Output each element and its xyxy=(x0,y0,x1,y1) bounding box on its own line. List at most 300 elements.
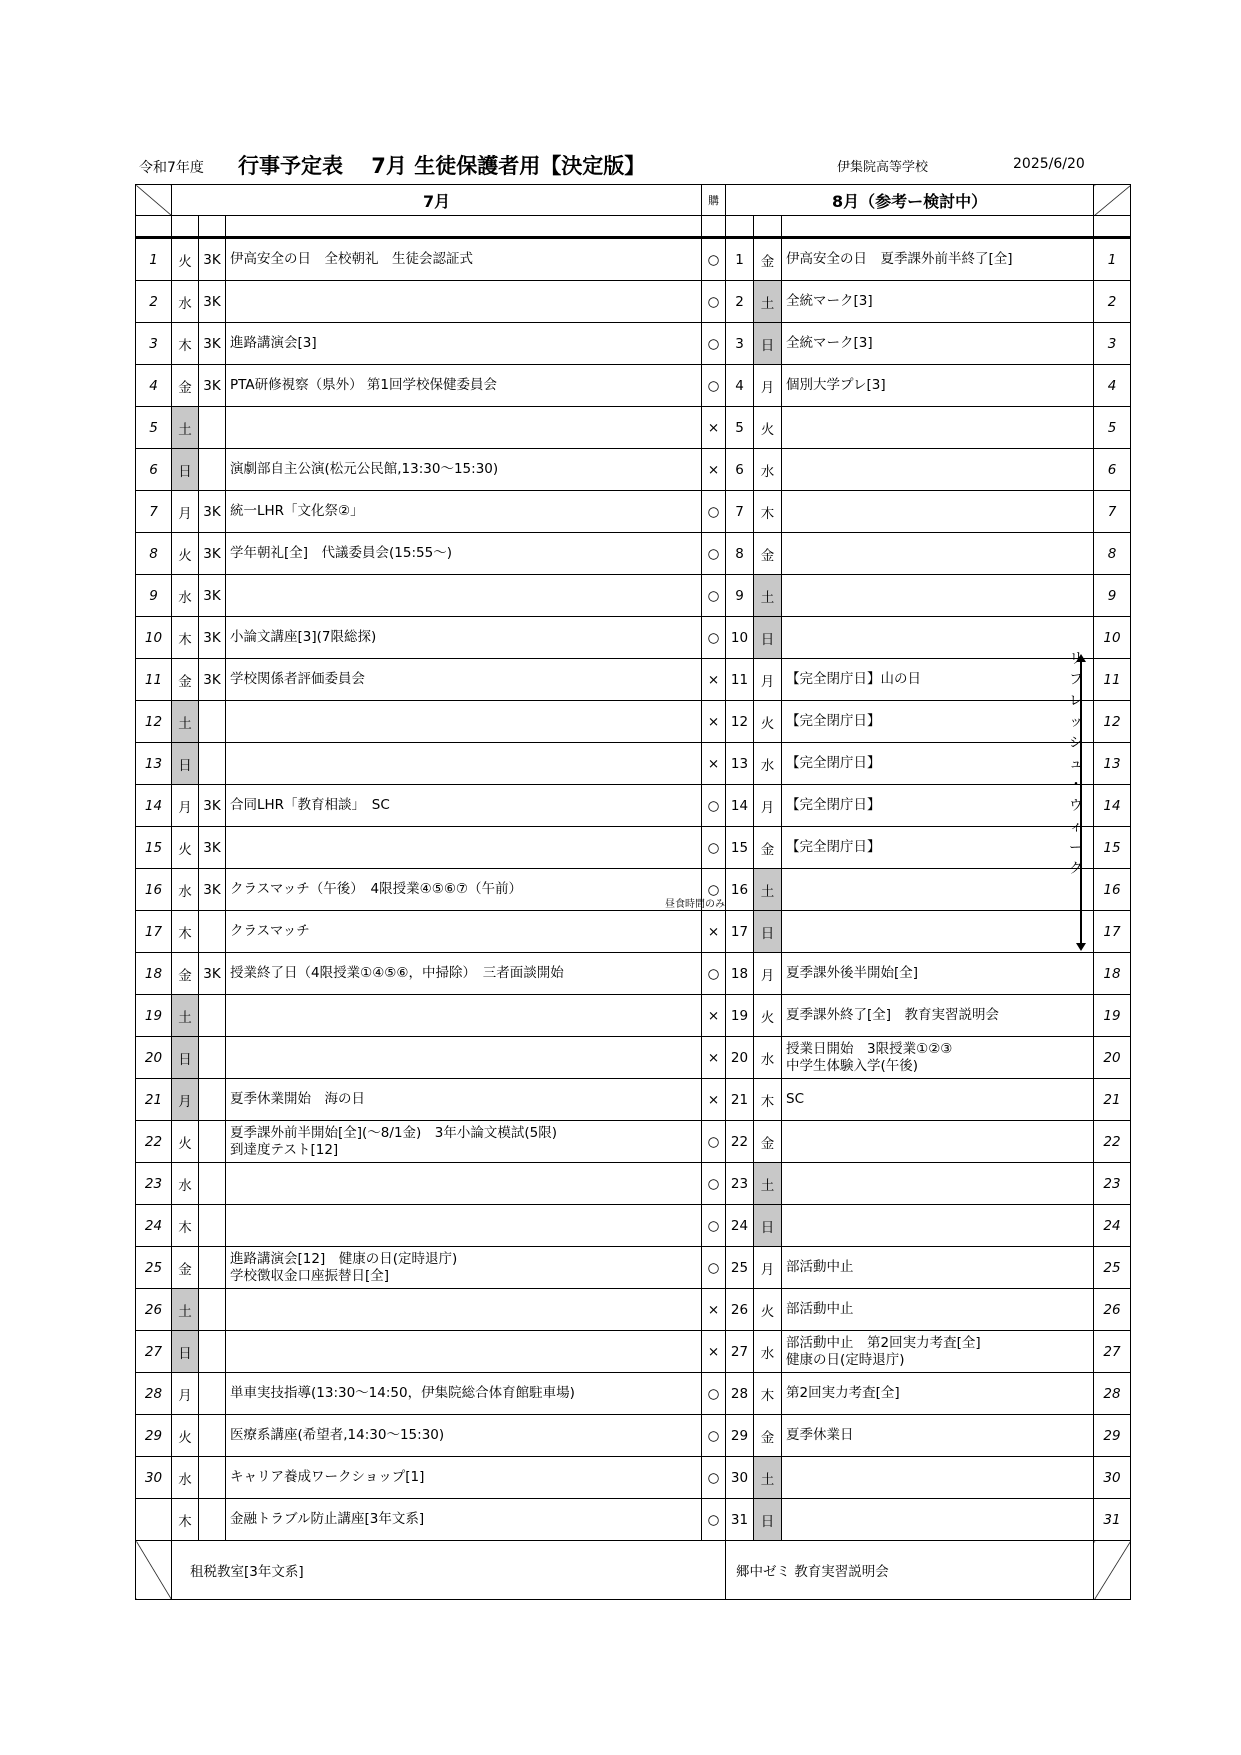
august-event xyxy=(782,743,1094,785)
august-weekday: 土 xyxy=(754,575,782,617)
august-day-number: 11 xyxy=(726,659,754,701)
august-day-number: 10 xyxy=(726,617,754,659)
buy-mark: × xyxy=(702,743,726,785)
july-day-number: 4 xyxy=(136,365,172,407)
refresh-week-char: ュ xyxy=(1069,756,1083,772)
row-number: 6 xyxy=(1094,449,1131,491)
july-event xyxy=(226,449,702,491)
july-event-line: 統一LHR「文化祭②」 xyxy=(230,503,364,520)
july-event xyxy=(226,1373,702,1415)
july-weekday: 水 xyxy=(172,575,199,617)
august-day-number: 24 xyxy=(726,1205,754,1247)
august-weekday: 土 xyxy=(754,281,782,323)
row-number: 8 xyxy=(1094,533,1131,575)
july-event xyxy=(226,1247,702,1289)
august-day-number: 21 xyxy=(726,1079,754,1121)
corner-left xyxy=(136,185,172,216)
july-day-number: 23 xyxy=(136,1163,172,1205)
class-3k-mark xyxy=(199,407,226,449)
august-day-number: 4 xyxy=(726,365,754,407)
buy-mark: ○ xyxy=(702,617,726,659)
august-event xyxy=(782,407,1094,449)
spacer xyxy=(1094,216,1131,238)
buy-mark: ○ xyxy=(702,1415,726,1457)
july-event xyxy=(226,533,702,575)
table-row xyxy=(136,1079,1131,1121)
refresh-week-char: ・ xyxy=(1069,777,1083,793)
july-weekday: 金 xyxy=(172,1247,199,1289)
august-event xyxy=(782,869,1094,911)
buy-mark: ○ xyxy=(702,365,726,407)
july-event-line: キャリア養成ワークショップ[1] xyxy=(230,1469,425,1486)
july-day-number: 26 xyxy=(136,1289,172,1331)
august-weekday: 日 xyxy=(754,1499,782,1541)
july-weekday: 土 xyxy=(172,407,199,449)
august-event xyxy=(782,785,1094,827)
buy-mark: ○ xyxy=(702,533,726,575)
august-event-line: 部活動中止 第2回実力考査[全] xyxy=(786,1334,981,1351)
august-day-number: 22 xyxy=(726,1121,754,1163)
july-event-line: クラスマッチ xyxy=(230,923,310,940)
august-event xyxy=(782,1163,1094,1205)
august-day-number: 1 xyxy=(726,238,754,281)
buy-mark: ○ xyxy=(702,869,726,911)
august-event-line: 【完全閉庁日】 xyxy=(786,797,881,814)
august-day-number: 19 xyxy=(726,995,754,1037)
table-row xyxy=(136,238,1131,281)
row-number: 1 xyxy=(1094,238,1131,281)
july-event-line: 進路講演会[12] 健康の日(定時退庁) xyxy=(230,1250,458,1267)
august-event xyxy=(782,1331,1094,1373)
table-row xyxy=(136,1499,1131,1541)
august-weekday: 金 xyxy=(754,533,782,575)
row-number: 28 xyxy=(1094,1373,1131,1415)
table-row xyxy=(136,869,1131,911)
row-number: 24 xyxy=(1094,1205,1131,1247)
august-weekday: 日 xyxy=(754,617,782,659)
july-event xyxy=(226,491,702,533)
buy-mark: ○ xyxy=(702,1247,726,1289)
buy-mark: ○ xyxy=(702,827,726,869)
class-3k-mark xyxy=(199,1499,226,1541)
july-weekday: 水 xyxy=(172,869,199,911)
table-row xyxy=(136,491,1131,533)
buy-mark: ○ xyxy=(702,1205,726,1247)
spacer xyxy=(726,216,754,238)
july-day-number: 6 xyxy=(136,449,172,491)
july-header: 7月 xyxy=(172,185,702,216)
july-event-line: 進路講演会[3] xyxy=(230,335,317,352)
footer-corner-left xyxy=(136,1541,172,1600)
row-number: 5 xyxy=(1094,407,1131,449)
table-row xyxy=(136,1373,1131,1415)
class-3k-mark xyxy=(199,1205,226,1247)
refresh-week-char: シ xyxy=(1069,735,1083,751)
row-number: 19 xyxy=(1094,995,1131,1037)
july-day-number: 25 xyxy=(136,1247,172,1289)
august-event xyxy=(782,1457,1094,1499)
july-weekday: 火 xyxy=(172,1415,199,1457)
july-weekday: 水 xyxy=(172,1457,199,1499)
august-event xyxy=(782,449,1094,491)
august-event xyxy=(782,281,1094,323)
august-event xyxy=(782,995,1094,1037)
august-weekday: 水 xyxy=(754,1037,782,1079)
class-3k-mark: 3K xyxy=(199,617,226,659)
table-row xyxy=(136,1415,1131,1457)
table-row xyxy=(136,827,1131,869)
buy-mark: × xyxy=(702,911,726,953)
august-weekday: 木 xyxy=(754,1079,782,1121)
august-event-line: 部活動中止 xyxy=(786,1259,854,1276)
july-weekday: 木 xyxy=(172,617,199,659)
august-weekday: 土 xyxy=(754,869,782,911)
august-event xyxy=(782,1373,1094,1415)
august-day-number: 25 xyxy=(726,1247,754,1289)
row-number: 20 xyxy=(1094,1037,1131,1079)
refresh-week-char: ッ xyxy=(1069,714,1083,730)
july-day-number: 8 xyxy=(136,533,172,575)
row-number: 4 xyxy=(1094,365,1131,407)
refresh-week-char: ク xyxy=(1069,861,1083,877)
row-number: 14 xyxy=(1094,785,1131,827)
class-3k-mark xyxy=(199,911,226,953)
row-number: 12 xyxy=(1094,701,1131,743)
august-event-line: 部活動中止 xyxy=(786,1301,854,1318)
july-event xyxy=(226,1289,702,1331)
corner-right xyxy=(1094,185,1131,216)
table-row xyxy=(136,953,1131,995)
july-day-number: 28 xyxy=(136,1373,172,1415)
table-row xyxy=(136,743,1131,785)
spacer xyxy=(136,216,172,238)
july-event xyxy=(226,617,702,659)
july-event-line: 夏季課外前半開始[全](～8/1金) 3年小論文模試(5限) xyxy=(230,1124,558,1141)
august-weekday: 日 xyxy=(754,323,782,365)
july-day-number: 14 xyxy=(136,785,172,827)
july-event xyxy=(226,323,702,365)
buy-mark: ○ xyxy=(702,1121,726,1163)
august-event xyxy=(782,1205,1094,1247)
buy-mark: ○ xyxy=(702,281,726,323)
table-row xyxy=(136,1331,1131,1373)
august-day-number: 5 xyxy=(726,407,754,449)
class-3k-mark: 3K xyxy=(199,533,226,575)
july-event xyxy=(226,1037,702,1079)
class-3k-mark xyxy=(199,1037,226,1079)
class-3k-mark xyxy=(199,995,226,1037)
july-event xyxy=(226,575,702,617)
july-weekday: 木 xyxy=(172,1205,199,1247)
july-event-line: 単車実技指導(13:30～14:50，伊集院総合体育館駐車場) xyxy=(230,1385,575,1402)
class-3k-mark xyxy=(199,1415,226,1457)
august-event-line: 伊高安全の日 夏季課外前半終了[全] xyxy=(786,251,1013,268)
buy-mark: ○ xyxy=(702,323,726,365)
august-day-number: 13 xyxy=(726,743,754,785)
august-day-number: 28 xyxy=(726,1373,754,1415)
schedule-table xyxy=(135,184,1131,1600)
august-event-line: 【完全閉庁日】山の日 xyxy=(786,671,922,688)
august-weekday: 日 xyxy=(754,911,782,953)
august-event-line: 夏季課外後半開始[全] xyxy=(786,965,919,982)
fiscal-year: 令和7年度 xyxy=(139,160,204,176)
july-day-number: 9 xyxy=(136,575,172,617)
class-3k-mark xyxy=(199,1331,226,1373)
table-row xyxy=(136,1163,1131,1205)
july-weekday: 火 xyxy=(172,827,199,869)
class-3k-mark: 3K xyxy=(199,869,226,911)
july-event xyxy=(226,1205,702,1247)
july-day-number: 16 xyxy=(136,869,172,911)
august-event-line: 健康の日(定時退庁) xyxy=(786,1351,905,1368)
july-weekday: 日 xyxy=(172,449,199,491)
august-weekday: 金 xyxy=(754,238,782,281)
august-weekday: 月 xyxy=(754,1247,782,1289)
refresh-week-char: レ xyxy=(1069,693,1083,709)
august-event-line: 第2回実力考査[全] xyxy=(786,1385,900,1402)
class-3k-mark xyxy=(199,1457,226,1499)
row-number: 10 xyxy=(1094,617,1131,659)
july-event xyxy=(226,407,702,449)
row-number: 17 xyxy=(1094,911,1131,953)
august-day-number: 6 xyxy=(726,449,754,491)
august-event xyxy=(782,1121,1094,1163)
lunch-only-note: 昼食時間のみ xyxy=(665,899,725,910)
july-weekday: 土 xyxy=(172,1289,199,1331)
july-event xyxy=(226,1457,702,1499)
spacer xyxy=(782,216,1094,238)
august-day-number: 20 xyxy=(726,1037,754,1079)
row-number: 11 xyxy=(1094,659,1131,701)
august-event xyxy=(782,323,1094,365)
class-3k-mark: 3K xyxy=(199,659,226,701)
july-day-number xyxy=(136,1499,172,1541)
page-header xyxy=(137,150,1137,180)
august-event xyxy=(782,827,1094,869)
july-event-line: 演劇部自主公演(松元公民館,13:30～15:30) xyxy=(230,461,499,478)
july-day-number: 10 xyxy=(136,617,172,659)
row-number: 22 xyxy=(1094,1121,1131,1163)
buy-mark: ○ xyxy=(702,1457,726,1499)
august-weekday: 木 xyxy=(754,1373,782,1415)
august-event xyxy=(782,1247,1094,1289)
july-event-line: 学校関係者評価委員会 xyxy=(230,671,365,688)
july-event xyxy=(226,869,702,911)
august-event xyxy=(782,911,1094,953)
august-weekday: 月 xyxy=(754,365,782,407)
july-day-number: 24 xyxy=(136,1205,172,1247)
row-number: 3 xyxy=(1094,323,1131,365)
row-number: 23 xyxy=(1094,1163,1131,1205)
july-day-number: 18 xyxy=(136,953,172,995)
august-weekday: 土 xyxy=(754,1457,782,1499)
august-event-line: 個別大学プレ[3] xyxy=(786,377,886,394)
august-day-number: 31 xyxy=(726,1499,754,1541)
july-weekday: 金 xyxy=(172,365,199,407)
july-day-number: 12 xyxy=(136,701,172,743)
refresh-week-label xyxy=(1068,649,1084,880)
july-event-line: 学年朝礼[全] 代議委員会(15:55～) xyxy=(230,545,452,562)
july-event xyxy=(226,1331,702,1373)
refresh-week-char: ウ xyxy=(1069,798,1083,814)
july-event xyxy=(226,1415,702,1457)
row-number: 7 xyxy=(1094,491,1131,533)
july-weekday: 火 xyxy=(172,533,199,575)
july-event-line: 医療系講座(希望者,14:30～15:30) xyxy=(230,1427,445,1444)
august-event-line: 【完全閉庁日】 xyxy=(786,839,881,856)
spacer xyxy=(172,216,199,238)
august-header: 8月（参考ー検討中） xyxy=(726,185,1094,216)
july-day-number: 20 xyxy=(136,1037,172,1079)
august-day-number: 15 xyxy=(726,827,754,869)
schedule-rows xyxy=(136,238,1131,1541)
row-number: 16 xyxy=(1094,869,1131,911)
july-footer-note: 租税教室[3年文系] xyxy=(172,1541,726,1600)
table-row xyxy=(136,365,1131,407)
july-day-number: 13 xyxy=(136,743,172,785)
july-event xyxy=(226,365,702,407)
august-event xyxy=(782,533,1094,575)
august-event xyxy=(782,617,1094,659)
august-event xyxy=(782,238,1094,281)
july-weekday: 日 xyxy=(172,743,199,785)
july-event-line: 小論文講座[3](7限総探) xyxy=(230,629,377,646)
class-3k-mark: 3K xyxy=(199,323,226,365)
buy-mark: ○ xyxy=(702,238,726,281)
buy-mark: ○ xyxy=(702,491,726,533)
july-event xyxy=(226,827,702,869)
august-weekday: 火 xyxy=(754,701,782,743)
august-weekday: 月 xyxy=(754,785,782,827)
august-weekday: 木 xyxy=(754,491,782,533)
july-weekday: 月 xyxy=(172,785,199,827)
july-event-line: 伊高安全の日 全校朝礼 生徒会認証式 xyxy=(230,251,473,268)
row-number: 31 xyxy=(1094,1499,1131,1541)
issue-date: 2025/6/20 xyxy=(1013,156,1085,172)
class-3k-mark: 3K xyxy=(199,238,226,281)
august-day-number: 27 xyxy=(726,1331,754,1373)
class-3k-mark: 3K xyxy=(199,953,226,995)
table-row xyxy=(136,1205,1131,1247)
july-weekday: 木 xyxy=(172,1499,199,1541)
august-event-line: 夏季課外終了[全] 教育実習説明会 xyxy=(786,1007,1000,1024)
class-3k-mark xyxy=(199,701,226,743)
july-event xyxy=(226,659,702,701)
august-day-number: 12 xyxy=(726,701,754,743)
class-3k-mark xyxy=(199,1247,226,1289)
class-3k-mark: 3K xyxy=(199,575,226,617)
table-row xyxy=(136,281,1131,323)
row-number: 27 xyxy=(1094,1331,1131,1373)
july-weekday: 日 xyxy=(172,1037,199,1079)
august-weekday: 金 xyxy=(754,1121,782,1163)
class-3k-mark xyxy=(199,743,226,785)
august-day-number: 16 xyxy=(726,869,754,911)
august-day-number: 7 xyxy=(726,491,754,533)
row-number: 30 xyxy=(1094,1457,1131,1499)
buy-mark: × xyxy=(702,1037,726,1079)
august-day-number: 3 xyxy=(726,323,754,365)
buy-mark: × xyxy=(702,659,726,701)
august-weekday: 金 xyxy=(754,1415,782,1457)
table-row xyxy=(136,575,1131,617)
august-event-line: SC xyxy=(786,1091,805,1108)
july-day-number: 5 xyxy=(136,407,172,449)
august-event xyxy=(782,1499,1094,1541)
august-weekday: 金 xyxy=(754,827,782,869)
august-day-number: 8 xyxy=(726,533,754,575)
buy-mark: × xyxy=(702,1331,726,1373)
july-weekday: 火 xyxy=(172,1121,199,1163)
spacer xyxy=(199,216,226,238)
buy-mark: ○ xyxy=(702,1373,726,1415)
august-weekday: 火 xyxy=(754,407,782,449)
class-3k-mark xyxy=(199,1121,226,1163)
july-event-line: PTA研修視察（県外） 第1回学校保健委員会 xyxy=(230,377,497,394)
table-row xyxy=(136,995,1131,1037)
august-weekday: 水 xyxy=(754,1331,782,1373)
row-number: 15 xyxy=(1094,827,1131,869)
august-event-line: 授業日開始 3限授業①②③ xyxy=(786,1040,953,1057)
august-day-number: 26 xyxy=(726,1289,754,1331)
july-event-line: 学校徴収金口座振替日[全] xyxy=(230,1267,390,1284)
july-weekday: 日 xyxy=(172,1331,199,1373)
july-event xyxy=(226,953,702,995)
august-day-number: 23 xyxy=(726,1163,754,1205)
table-row xyxy=(136,1037,1131,1079)
august-event-line: 【完全閉庁日】 xyxy=(786,755,881,772)
july-event xyxy=(226,995,702,1037)
august-weekday: 火 xyxy=(754,1289,782,1331)
august-event xyxy=(782,1037,1094,1079)
refresh-week-char: ィ xyxy=(1069,819,1083,835)
july-event xyxy=(226,1079,702,1121)
row-number: 25 xyxy=(1094,1247,1131,1289)
july-event xyxy=(226,281,702,323)
table-row xyxy=(136,659,1131,701)
august-event-line: 【完全閉庁日】 xyxy=(786,713,881,730)
buy-mark: × xyxy=(702,1289,726,1331)
july-day-number: 19 xyxy=(136,995,172,1037)
july-day-number: 2 xyxy=(136,281,172,323)
august-event xyxy=(782,491,1094,533)
class-3k-mark xyxy=(199,1079,226,1121)
july-weekday: 金 xyxy=(172,659,199,701)
footer-corner-right xyxy=(1094,1541,1131,1600)
august-event xyxy=(782,659,1094,701)
row-number: 26 xyxy=(1094,1289,1131,1331)
buy-mark: ○ xyxy=(702,1499,726,1541)
class-3k-mark xyxy=(199,1373,226,1415)
august-event-line: 中学生体験入学(午後) xyxy=(786,1057,919,1074)
august-event xyxy=(782,1415,1094,1457)
august-day-number: 30 xyxy=(726,1457,754,1499)
august-weekday: 土 xyxy=(754,1163,782,1205)
july-event-line: 夏季休業開始 海の日 xyxy=(230,1091,365,1108)
july-event-line: 授業終了日（4限授業①④⑤⑥，中掃除） 三者面談開始 xyxy=(230,965,564,982)
august-event xyxy=(782,365,1094,407)
class-3k-mark xyxy=(199,1289,226,1331)
table-row xyxy=(136,1247,1131,1289)
july-weekday: 水 xyxy=(172,1163,199,1205)
buy-mark: ○ xyxy=(702,785,726,827)
july-event xyxy=(226,1121,702,1163)
july-day-number: 1 xyxy=(136,238,172,281)
refresh-week-char: ー xyxy=(1069,840,1083,856)
august-event-line: 全統マーク[3] xyxy=(786,293,873,310)
buy-mark: × xyxy=(702,995,726,1037)
august-day-number: 29 xyxy=(726,1415,754,1457)
